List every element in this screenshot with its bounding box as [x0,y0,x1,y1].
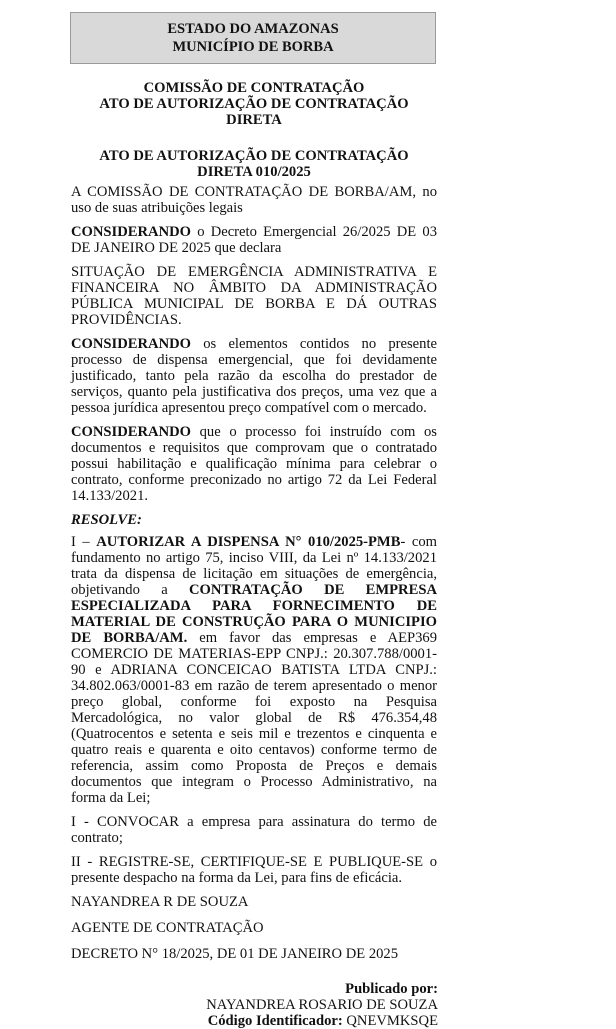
identifier-code [206,1013,438,1029]
considerando-1 [71,224,437,256]
item-authorize-object: CONTRATAÇÃO DE EMPRESA ESPECIALIZADA PARA FORNECIMENTO DE MATERIAL DE CONSTRUÇÃO PARA O MUNICIPIO DE BORBA/AM. [71,582,437,646]
considerando-3-text: que o processo foi instruído com os documentos e requisitos que comprovam que o contratado possui habilitação e qualificação mínima para celebrar o contrato, conforme preconizado no artigo 72 da Lei Federal 14.133/2021. [71,424,437,504]
publication-block [206,981,438,1029]
considerando-1-text: o Decreto Emergencial 26/2025 DE 03 DE JANEIRO DE 2025 que declara [71,224,437,256]
item-authorize-prefix: I – [71,534,97,550]
header-municipality: MUNICÍPIO DE BORBA [172,39,334,55]
published-by-label: Publicado por: [345,981,438,997]
item-authorize-label: AUTORIZAR A DISPENSA N° 010/2025-PMB [96,534,401,550]
resolve-heading: RESOLVE: [71,512,142,528]
considerando-3 [71,424,437,504]
intro-paragraph: A COMISSÃO DE CONTRATAÇÃO DE BORBA/AM, no uso de suas atribuições legais [71,184,437,216]
item-registre: II - REGISTRE-SE, CERTIFIQUE-SE E PUBLIQUE-SE o presente despacho na forma da Lei, para fins de eficácia. [71,854,437,886]
act-title-line1: ATO DE AUTORIZAÇÃO DE CONTRATAÇÃO [99,96,409,112]
signer-role: AGENTE DE CONTRATAÇÃO [71,920,264,936]
document-body [71,80,437,972]
header-state: ESTADO DO AMAZONAS [167,21,339,37]
signer-name: NAYANDREA R DE SOUZA [71,894,249,910]
item-authorize-text-b: em favor das empresas e AEP369 COMERCIO DE MATERIAS-EPP CNPJ.: 20.307.788/0001-90 e ADRIANA CONCEICAO BATISTA LTDA CNPJ.: 34.802.063/0001-83 em razão de terem apresentado o menor preço global, conforme foi exposto na Pesquisa Mercadológica, no valor global de R$ 476.354,48 (Quatrocentos e setenta e seis mil e trezentos e cinquenta e quatro reais e quarenta e oito centavos) conforme termo de referencia, assim como Proposta de Preços e demais documentos que integram o Processo Administrativo, na forma da Lei; [71,630,437,806]
item-convocar: I - CONVOCAR a empresa para assinatura do termo de contrato; [71,814,437,846]
commission-title: COMISSÃO DE CONTRATAÇÃO [143,80,365,96]
code-value: QNEVMKSQE [346,1013,438,1029]
emergency-situation: SITUAÇÃO DE EMERGÊNCIA ADMINISTRATIVA E FINANCEIRA NO ÂMBITO DA ADMINISTRAÇÃO PÚBLICA MUNICIPAL DE BORBA E DÁ OUTRAS PROVIDÊNCIAS. [71,264,437,328]
act-number-line2: DIRETA 010/2025 [197,164,311,180]
considerando-2 [71,336,437,416]
act-number-line1: ATO DE AUTORIZAÇÃO DE CONTRATAÇÃO [99,148,409,164]
header-box [70,12,436,64]
code-label: Código Identificador: [207,1013,343,1029]
decree-reference: DECRETO N° 18/2025, DE 01 DE JANEIRO DE 2025 [71,946,399,962]
item-authorize-text-a: - com fundamento no artigo 75, inciso VIII, da Lei nº 14.133/2021 trata da dispensa de licitação em situações de emergência, objetivando a [71,534,437,598]
act-title-line2: DIRETA [226,112,282,128]
item-authorize [71,534,437,806]
considerando-1-label: CONSIDERANDO [71,224,192,240]
considerando-2-label: CONSIDERANDO [71,336,192,352]
considerando-2-text: os elementos contidos no presente processo de dispensa emergencial, que foi devidamente justificado, tanto pela razão da escolha do prestador de serviços, quanto pela justificativa dos preços, uma vez que a pessoa jurídica apresentou preço compatível com o mercado. [71,336,437,416]
considerando-3-label: CONSIDERANDO [71,424,192,440]
publisher-name: NAYANDREA ROSARIO DE SOUZA [206,997,438,1013]
